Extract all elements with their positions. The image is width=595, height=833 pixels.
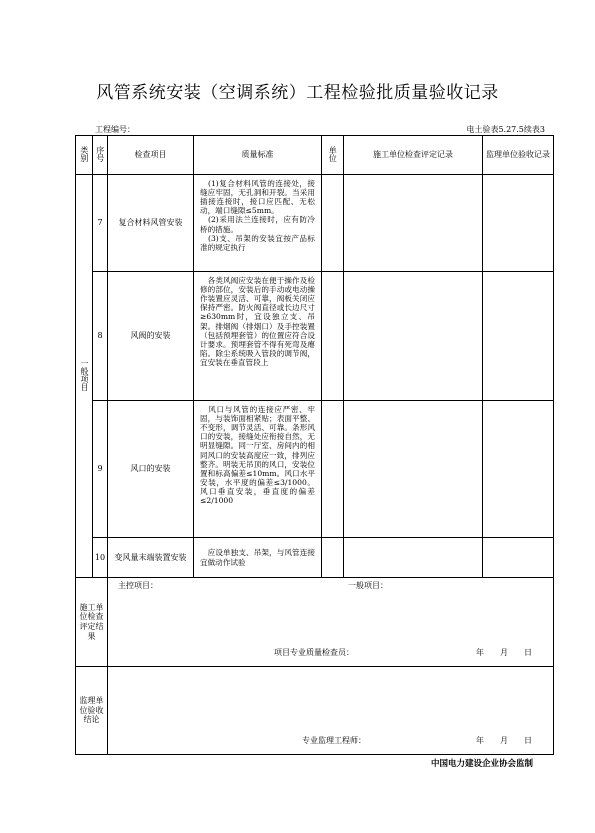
row-supervisor-record[interactable] bbox=[483, 538, 554, 578]
supervision-date: 年 月 日 bbox=[476, 736, 532, 745]
header-unit: 单位 bbox=[322, 136, 344, 175]
row-item: 风阀的安装 bbox=[108, 272, 194, 401]
row-supervisor-record[interactable] bbox=[483, 401, 554, 538]
general-items-label: 一般项目： bbox=[348, 581, 388, 590]
header-seq: 序号 bbox=[93, 136, 108, 175]
supervisor-conclusion-row bbox=[76, 667, 554, 755]
project-no-label: 工程编号： bbox=[95, 125, 135, 134]
supervisor-conclusion-label: 监理单位验收结论 bbox=[76, 667, 108, 755]
row-standard: 应设单独支、吊架，与风管连接宜做动作试验 bbox=[194, 538, 322, 578]
table-row bbox=[76, 538, 554, 578]
header-category: 类别 bbox=[76, 136, 93, 175]
row-supervisor-record[interactable] bbox=[483, 272, 554, 401]
row-contractor-record[interactable] bbox=[344, 538, 483, 578]
header-item: 检查项目 bbox=[108, 136, 194, 175]
row-unit[interactable] bbox=[322, 272, 344, 401]
table-header-row bbox=[76, 136, 554, 175]
header-contractor-record: 施工单位检查评定记录 bbox=[344, 136, 483, 175]
contractor-conclusion-area[interactable] bbox=[108, 578, 554, 667]
row-contractor-record[interactable] bbox=[344, 401, 483, 538]
row-supervisor-record[interactable] bbox=[483, 175, 554, 272]
row-unit[interactable] bbox=[322, 538, 344, 578]
row-seq: 10 bbox=[93, 538, 108, 578]
contractor-conclusion-label: 施工单位检查评定结果 bbox=[76, 578, 108, 667]
table-row bbox=[76, 175, 554, 272]
row-seq: 8 bbox=[93, 272, 108, 401]
inspection-date: 年 月 日 bbox=[476, 648, 532, 657]
row-item: 风口的安装 bbox=[108, 401, 194, 538]
table-row bbox=[76, 401, 554, 538]
row-standard: (1)复合材料风管的连接处，接缝应牢固，无孔洞和开裂。当采用插接连接时，接口应匹配、无松动，端口缝隙≤5mm。 (2)采用法兰连接时，应有防冷桥的措施。 (3)支、吊架的安装宜按产品标准的规定执行 bbox=[194, 175, 322, 272]
form-number: 电土验表5.27.5续表3 bbox=[466, 125, 545, 134]
row-contractor-record[interactable] bbox=[344, 175, 483, 272]
page-title: 风管系统安装（空调系统）工程检验批质量验收记录 bbox=[96, 83, 499, 103]
supervisor-conclusion-area[interactable] bbox=[108, 667, 554, 755]
main-items-label: 主控项目： bbox=[118, 581, 158, 590]
inspector-label: 项目专业质量检查员： bbox=[274, 648, 354, 657]
category-general: 一般项目 bbox=[76, 175, 93, 578]
inspection-table bbox=[75, 135, 554, 755]
engineer-label: 专业监理工程师： bbox=[302, 736, 366, 745]
row-contractor-record[interactable] bbox=[344, 272, 483, 401]
row-item: 复合材料风管安装 bbox=[108, 175, 194, 272]
row-standard: 各类风阀应安装在便于操作及检修的部位，安装后的手动或电动操作装置应灵活、可靠，阀板关闭应保持严密。防火阀直径或长边尺寸≥630mm时，宜设独立支、吊架。排烟阀（排烟口）及手控装置（包括预埋套管）的位置应符合设计要求。预埋套管不得有死弯及瘪陷。除尘系统吸入管段的调节阀，宜安装在垂直管段上 bbox=[194, 272, 322, 401]
footer-issuer: 中国电力建设企业协会监制 bbox=[430, 759, 533, 769]
header-supervisor-record: 监理单位验收记录 bbox=[483, 136, 554, 175]
contractor-conclusion-row bbox=[76, 578, 554, 667]
table-row bbox=[76, 272, 554, 401]
row-item: 变风量末端装置安装 bbox=[108, 538, 194, 578]
row-unit[interactable] bbox=[322, 175, 344, 272]
row-standard: 风口与风管的连接应严密、牢固，与装饰面相紧贴；表面平整、不变形，调节灵活、可靠。条形风口的安装，接缝处应衔接自然，无明显缝隙。同一厅室、房间内的相同风口的安装高度应一致，排列应整齐。明装无吊顶的风口，安装位置和标高偏差≤10mm。风口水平安装，水平度的偏差≤3/1000。风口垂直安装，垂直度的偏差≤2/1000 bbox=[194, 401, 322, 538]
row-unit[interactable] bbox=[322, 401, 344, 538]
row-seq: 7 bbox=[93, 175, 108, 272]
row-seq: 9 bbox=[93, 401, 108, 538]
header-standard: 质量标准 bbox=[194, 136, 322, 175]
